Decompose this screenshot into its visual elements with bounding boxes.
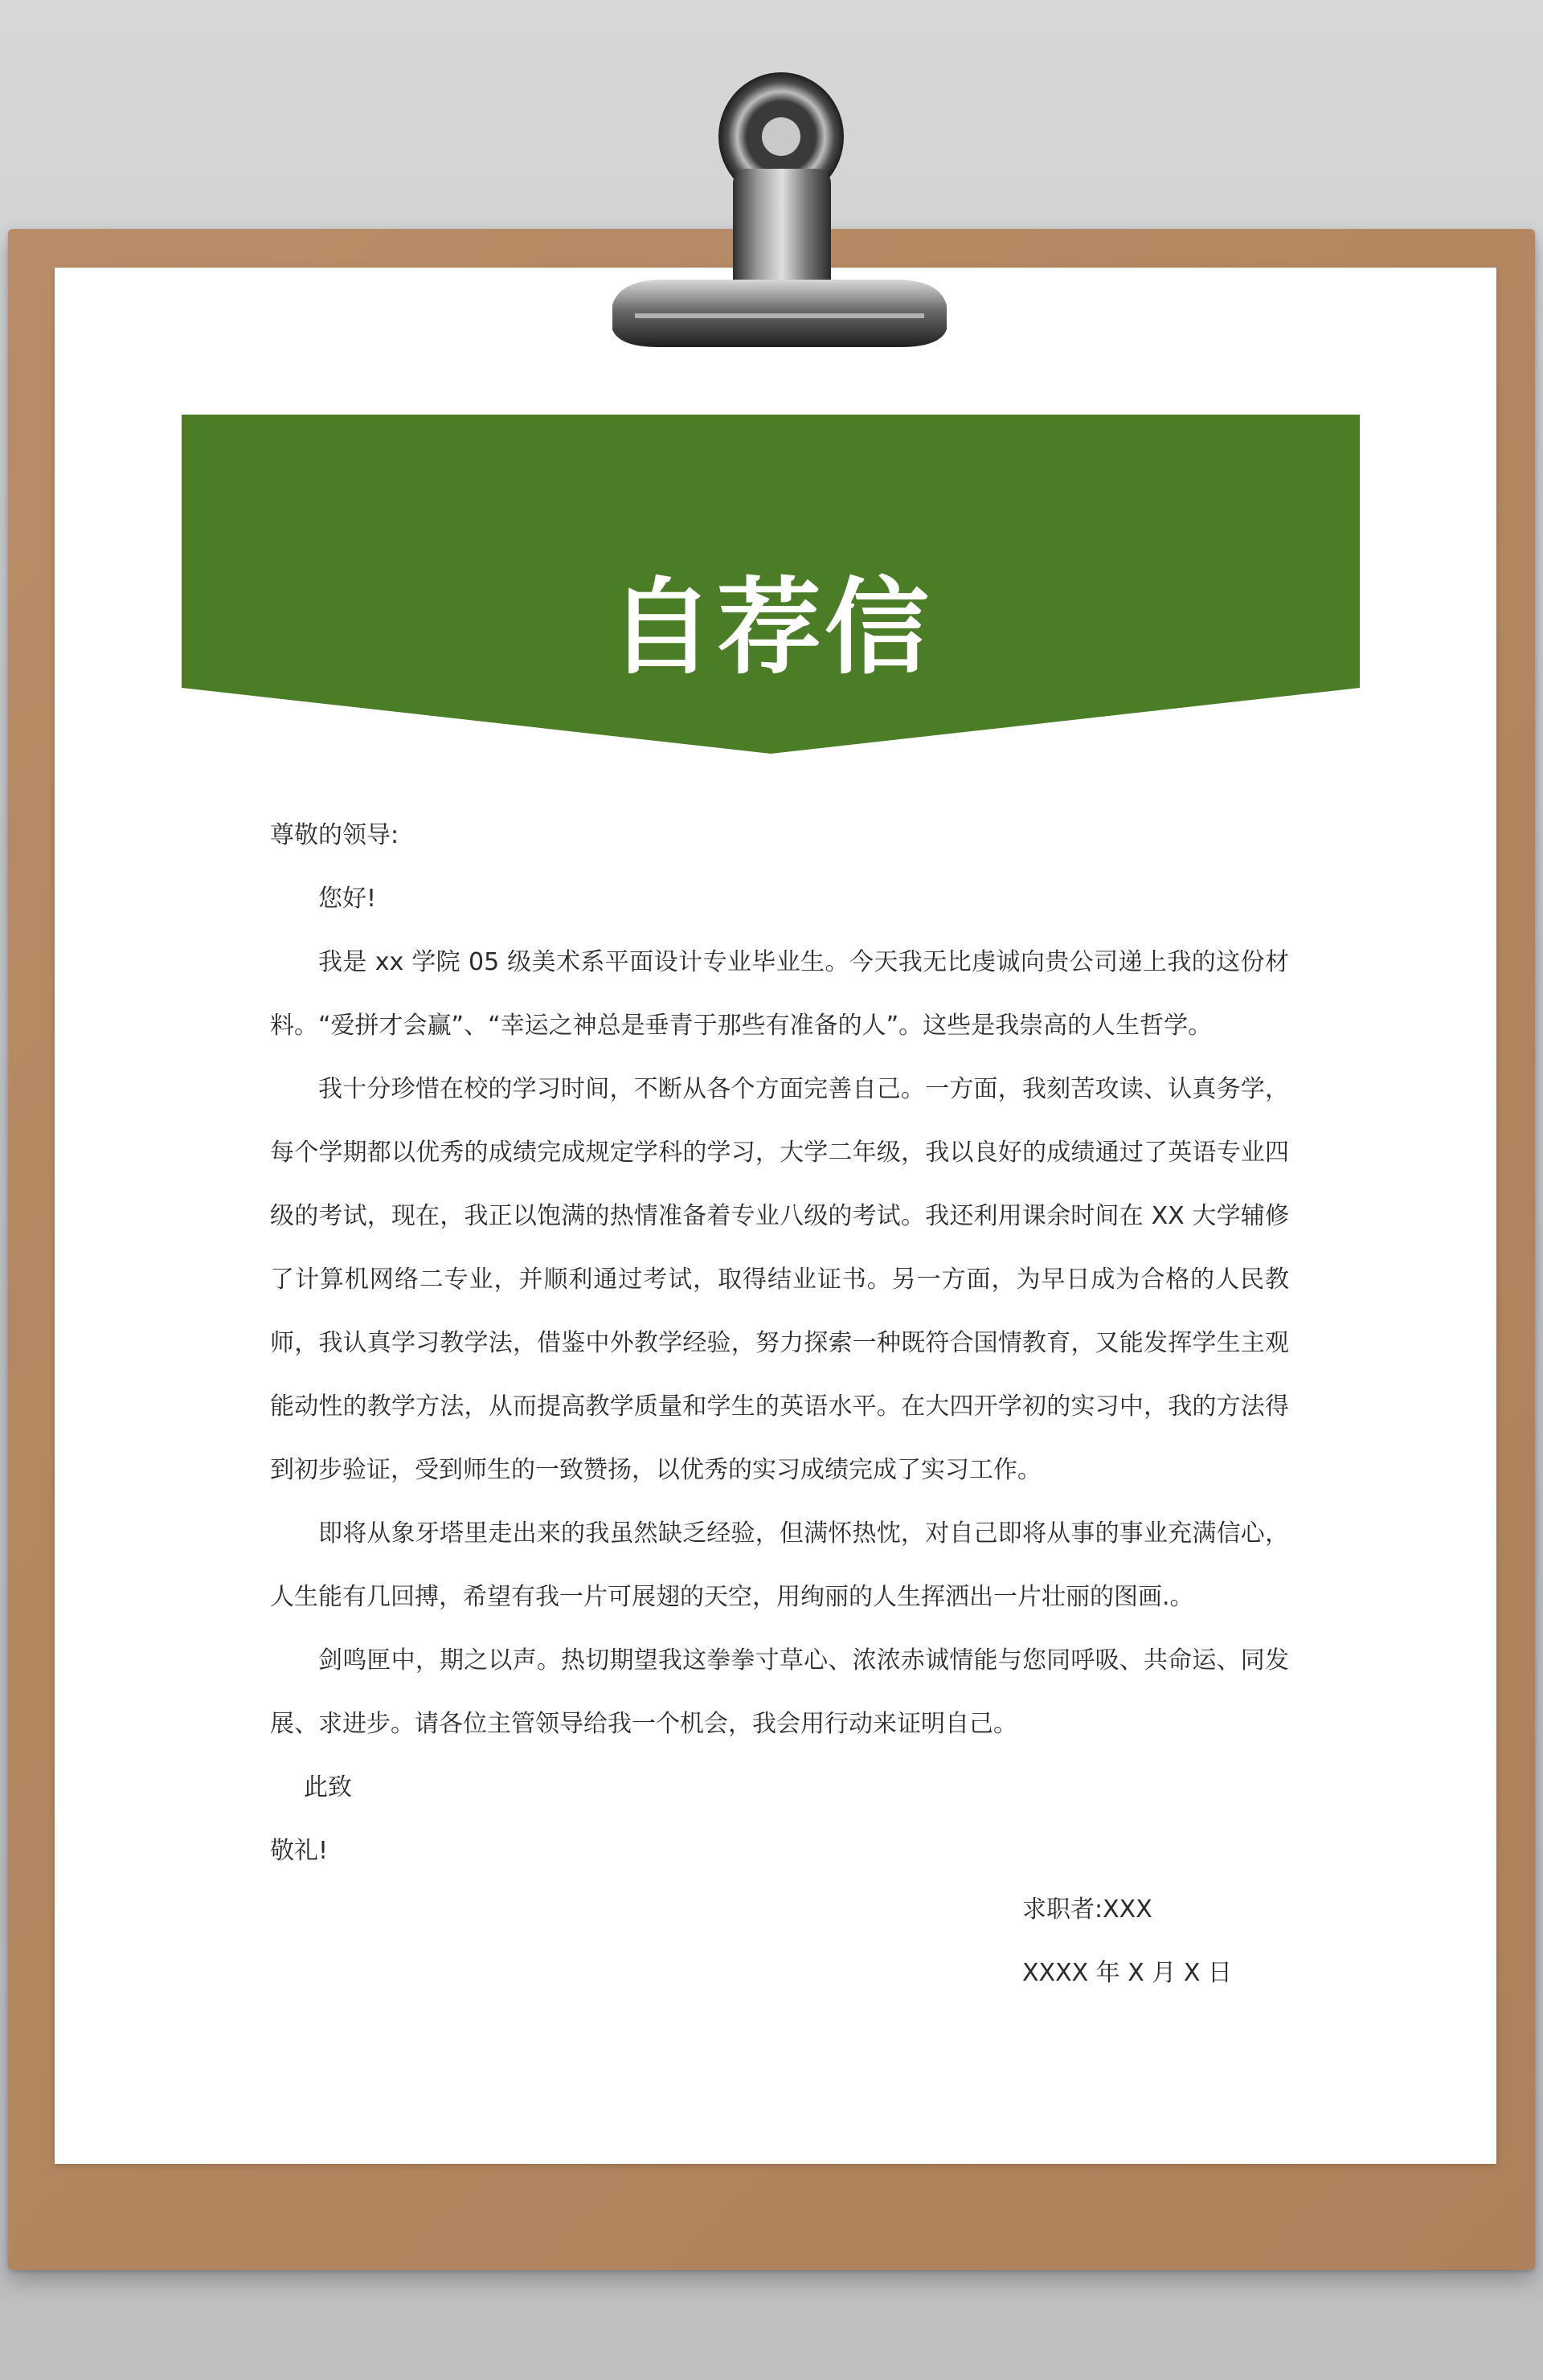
closing-line-1: 此致 [304,1773,352,1801]
paragraph-3: 即将从象牙塔里走出来的我虽然缺乏经验，但满怀热忱，对自己即将从事的事业充满信心，人生能有几回搏，希望有我一片可展翅的天空，用绚丽的人生挥洒出一片壮丽的图画.。 [270,1519,1289,1611]
letter-title: 自荐信 [608,566,932,689]
signer: 求职者:XXX [1022,1895,1152,1924]
letter-body [270,804,1289,1883]
salutation: 尊敬的领导: [270,821,399,849]
closing-line-2: 敬礼! [270,1837,329,1865]
greeting: 您好! [318,885,377,913]
signature-block [1022,1878,1232,2005]
letter-date: XXXX 年 X 月 X 日 [1022,1959,1232,1987]
binder-clip-icon [611,48,948,354]
paragraph-1: 我是 xx 学院 05 级美术系平面设计专业毕业生。今天我无比虔诚向贵公司递上我的这份材料。“爱拼才会赢”、“幸运之神总是垂青于那些有准备的人”。这些是我崇高的人生哲学。 [270,948,1289,1040]
paragraph-4: 剑鸣匣中，期之以声。热切期望我这拳拳寸草心、浓浓赤诚情能与您同呼吸、共命运、同发展、求进步。请各位主管领导给我一个机会，我会用行动来证明自己。 [270,1646,1289,1738]
title-banner [182,415,1360,754]
paragraph-2: 我十分珍惜在校的学习时间，不断从各个方面完善自己。一方面，我刻苦攻读、认真务学，每个学期都以优秀的成绩完成规定学科的学习，大学二年级，我以良好的成绩通过了英语专业四级的考试，现在，我正以饱满的热情准备着专业八级的考试。我还利用课余时间在 XX 大学辅修了计算机网络二专业，并顺利通过考试，取得结业证书。另一方面，为早日成为合格的人民教师，我认真学习教学法，借鉴中外教学经验，努力探索一种既符合国情教育，又能发挥学生主观能动性的教学方法，从而提高教学质量和学生的英语水平。在大四开学初的实习中，我的方法得到初步验证，受到师生的一致赞扬，以优秀的实习成绩完成了实习工作。 [270,1075,1289,1484]
